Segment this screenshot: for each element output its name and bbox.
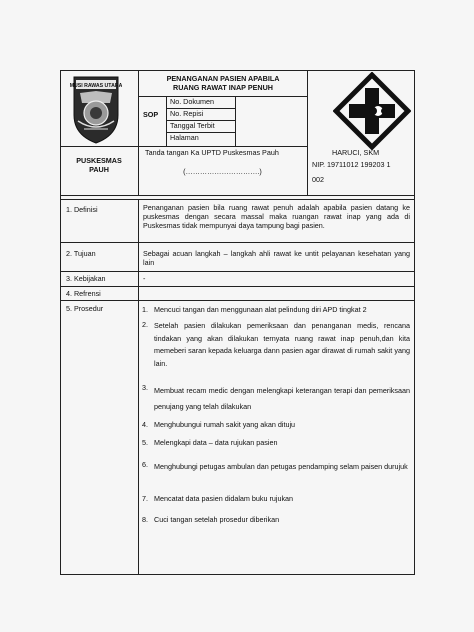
step-number: 2. bbox=[142, 320, 148, 329]
procedure-step bbox=[142, 320, 410, 368]
row-label-definisi: 1. Definisi bbox=[66, 205, 98, 214]
row-text-definisi: Penanganan pasien bila ruang rawat penuh adalah apabila pasien datang ke puskesmas dengan secara massal maka ruangan rawat inap yang ada di Puskesmas tidak mempunyai daya tampung bagi pasien. bbox=[143, 203, 410, 230]
row-label-prosedur: 5. Prosedur bbox=[66, 304, 104, 313]
row-text-kebijakan: - bbox=[143, 274, 146, 283]
step-text: Menghubungi petugas ambulan dan petugas pendamping selam paisen durujuk bbox=[154, 462, 408, 471]
field-no-dokumen: No. Dokumen bbox=[170, 97, 214, 106]
logo-caption: MUSI RAWAS UTARA bbox=[70, 83, 122, 89]
head-name: HARUCI, SKM bbox=[332, 148, 380, 157]
step-number: 7. bbox=[142, 494, 148, 503]
step-text: Cuci tangan setelah prosedur diberikan bbox=[154, 515, 280, 524]
signature-blank: (………………………….) bbox=[183, 167, 262, 176]
row-label-kebijakan: 3. Kebijakan bbox=[66, 274, 106, 283]
step-number: 5. bbox=[142, 438, 148, 447]
sop-title-line1: PENANGANAN PASIEN APABILA bbox=[166, 74, 280, 83]
step-number: 6. bbox=[142, 460, 148, 469]
field-tanggal-terbit: Tanggal Terbit bbox=[170, 121, 215, 130]
step-text: Setelah pasien dilakukan pemeriksaan dan penanganan medis, rencana tindakan yang akan dilakukan ternyata ruang rawat inap penuh,dan kita memeberi saran kepada keluarga dann pasien agar dirawat di rumah sakit yang lain. bbox=[154, 321, 410, 368]
step-text: Melengkapi data – data rujukan pasien bbox=[154, 438, 278, 447]
head-nip-line2: 002 bbox=[312, 175, 324, 184]
step-number: 3. bbox=[142, 383, 148, 392]
step-text: Mencuci tangan dan menggunaan alat pelindung diri APD tingkat 2 bbox=[154, 305, 367, 314]
signature-title: Tanda tangan Ka UPTD Puskesmas Pauh bbox=[145, 148, 279, 157]
head-nip-line1: NIP. 19711012 199203 1 bbox=[312, 160, 391, 169]
step-text: Mencatat data pasien didalam buku rujukan bbox=[154, 494, 294, 503]
step-number: 8. bbox=[142, 515, 148, 524]
step-text: Membuat recam medic dengan melengkapi keterangan terapi dan pemeriksaan penujang yang telah dilakukan bbox=[154, 386, 410, 411]
sop-title-line2: RUANG RAWAT INAP PENUH bbox=[173, 83, 273, 92]
step-number: 4. bbox=[142, 420, 148, 429]
district-emblem-logo bbox=[70, 75, 122, 145]
sop-label: SOP bbox=[143, 110, 159, 119]
row-text-tujuan: Sebagai acuan langkah – langkah ahli rawat ke untit pelayanan kesehatan yang lain bbox=[143, 249, 410, 267]
unit-name-line1: PUSKESMAS bbox=[76, 156, 122, 165]
field-no-repisi: No. Repisi bbox=[170, 109, 204, 118]
step-text: Menghubungui rumah sakit yang akan dituju bbox=[154, 420, 296, 429]
row-label-referensi: 4. Refrensi bbox=[66, 289, 101, 298]
step-number: 1. bbox=[142, 305, 148, 314]
row-label-tujuan: 2. Tujuan bbox=[66, 249, 96, 258]
unit-name-line2: PAUH bbox=[89, 165, 109, 174]
field-halaman: Halaman bbox=[170, 133, 199, 142]
health-ministry-logo bbox=[333, 72, 411, 150]
